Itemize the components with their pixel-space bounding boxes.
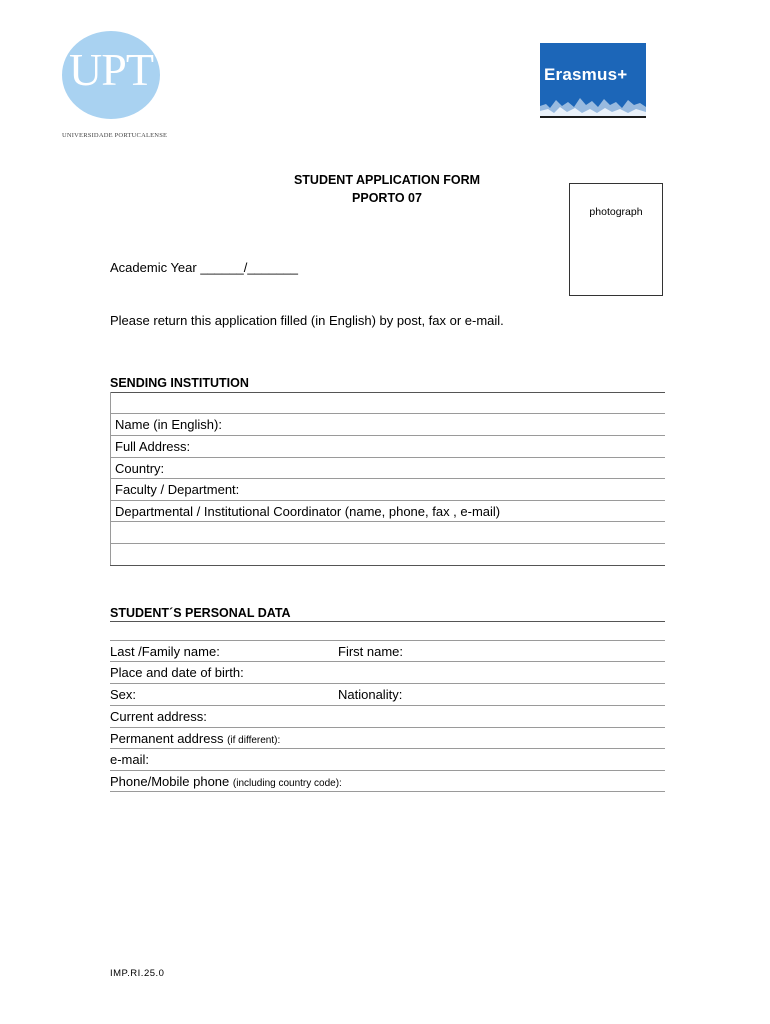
phone-text: Phone/Mobile phone: [110, 774, 230, 789]
first-name-label: First name:: [338, 644, 404, 659]
erasmus-logo-text: Erasmus+: [544, 65, 628, 84]
divider: [110, 435, 665, 436]
divider: [110, 683, 665, 684]
permanent-address-note: (if different):: [227, 735, 281, 746]
upt-logo-text: UPT: [69, 44, 153, 95]
return-instructions: Please return this application filled (in English) by post, fax or e-mail.: [110, 313, 504, 328]
form-title: STUDENT APPLICATION FORM: [293, 173, 481, 187]
email-label: e-mail:: [110, 752, 150, 767]
divider: [110, 661, 665, 662]
erasmus-logo: [540, 43, 646, 118]
permanent-address-text: Permanent address: [110, 731, 224, 746]
divider: [110, 478, 665, 479]
current-address-label: Current address:: [110, 709, 207, 724]
section-heading-sending-institution: SENDING INSTITUTION: [110, 376, 249, 390]
divider: [110, 413, 665, 414]
divider: [110, 457, 665, 458]
sex-label: Sex:: [110, 687, 137, 702]
divider: [110, 791, 665, 792]
sending-faculty-label: Faculty / Department:: [115, 482, 240, 497]
divider: [110, 392, 665, 393]
upt-caption: UNIVERSIDADE PORTUCALENSE: [62, 132, 168, 139]
academic-year-field: Academic Year ______/_______: [110, 260, 298, 275]
sending-address-label: Full Address:: [115, 439, 191, 454]
sending-name-label: Name (in English):: [115, 417, 222, 432]
divider: [110, 565, 665, 566]
upt-logo: [62, 31, 160, 119]
footer-form-code: IMP.RI.25.0: [110, 968, 165, 979]
photograph-label: photograph: [589, 206, 643, 218]
divider: [110, 727, 665, 728]
birth-label: Place and date of birth:: [110, 665, 244, 680]
sending-coordinator-label: Departmental / Institutional Coordinator (name, phone, fax , e-mail): [115, 504, 501, 519]
divider: [110, 621, 665, 622]
divider: [110, 705, 665, 706]
phone-label: [110, 774, 342, 789]
divider: [110, 500, 665, 501]
nationality-label: Nationality:: [338, 687, 403, 702]
divider: [110, 543, 665, 544]
permanent-address-label: [110, 731, 280, 746]
divider: [110, 640, 665, 641]
form-subtitle: PPORTO 07: [352, 191, 422, 205]
last-name-label: Last /Family name:: [110, 644, 220, 659]
photograph-box: [569, 183, 663, 296]
sending-country-label: Country:: [115, 461, 165, 476]
erasmus-skyline-graphic: [540, 92, 646, 116]
divider: [110, 521, 665, 522]
divider: [110, 770, 665, 771]
phone-note: (including country code):: [232, 778, 342, 789]
section-heading-personal-data: STUDENT´S PERSONAL DATA: [110, 606, 291, 620]
divider: [110, 748, 665, 749]
